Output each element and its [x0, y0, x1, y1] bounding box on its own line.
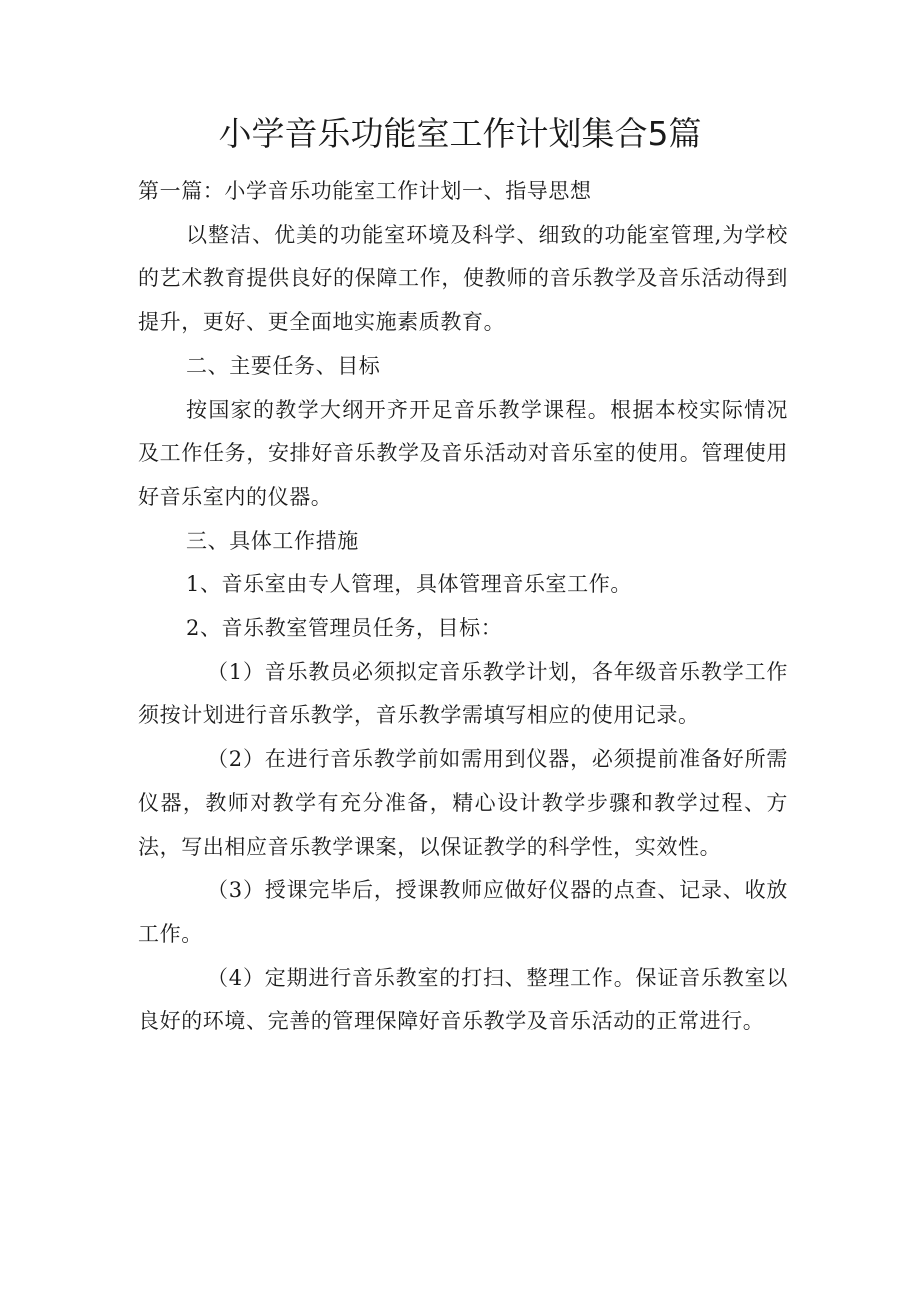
paragraph-item-3: （3）授课完毕后，授课教师应做好仪器的点查、记录、收放工作。 — [138, 878, 788, 946]
paragraph-guiding-ideology: 以整洁、优美的功能室环境及科学、细致的功能室管理,为学校的艺术教育提供良好的保障工作，使教师的音乐教学及音乐活动得到提升，更好、更全面地实施素质教育。 — [138, 222, 788, 335]
document-title: 小学音乐功能室工作计划集合5篇 — [218, 114, 702, 153]
paragraph-tasks: 按国家的教学大纲开齐开足音乐教学课程。根据本校实际情况及工作任务，安排好音乐教学及音乐活动对音乐室的使用。管理使用好音乐室内的仪器。 — [138, 397, 788, 509]
paragraph-measure-1: 1、音乐室由专人管理，具体管理音乐室工作。 — [186, 572, 632, 597]
paragraph-item-1: （1）音乐教员必须拟定音乐教学计划，各年级音乐教学工作须按计划进行音乐教学，音乐教学需填写相应的使用记录。 — [138, 659, 788, 728]
paragraph-section-heading-1: 第一篇：小学音乐功能室工作计划一、指导思想 — [138, 179, 592, 203]
paragraph-item-4: （4）定期进行音乐教室的打扫、整理工作。保证音乐教室以良好的环境、完善的管理保障好音乐教学及音乐活动的正常进行。 — [138, 965, 788, 1034]
paragraph-measure-2: 2、音乐教室管理员任务，目标： — [186, 616, 503, 641]
document-body — [138, 170, 788, 1044]
paragraph-heading-tasks: 二、主要任务、目标 — [186, 353, 381, 378]
paragraph-heading-measures: 三、具体工作措施 — [186, 528, 359, 553]
paragraph-item-2: （2）在进行音乐教学前如需用到仪器，必须提前准备好所需仪器，教师对教学有充分准备，精心设计教学步骤和教学过程、方法，写出相应音乐教学课案，以保证教学的科学性，实效性。 — [138, 747, 788, 859]
